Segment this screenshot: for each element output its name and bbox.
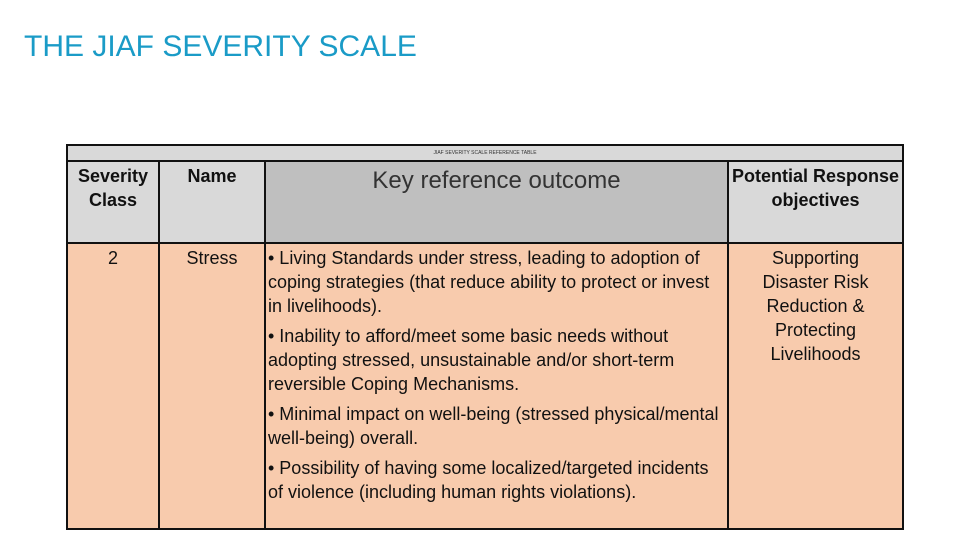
table-caption: JIAF SEVERITY SCALE REFERENCE TABLE [67,145,903,161]
header-response-objectives: Potential Response objectives [728,161,903,243]
outcome-item: • Inability to afford/meet some basic needs without adopting stressed, unsustainable and/or short-term reversible Coping Mechanisms. [268,326,675,394]
severity-table [66,144,904,530]
cell-severity-class: 2 [67,243,159,529]
cell-response: Supporting Disaster Risk Reduction & Protecting Livelihoods [728,243,903,529]
header-name: Name [159,161,265,243]
page-title: THE JIAF SEVERITY SCALE [24,30,417,63]
cell-outcomes [265,243,728,529]
table-row [67,243,903,529]
outcome-item: • Minimal impact on well-being (stressed physical/mental well-being) overall. [268,404,719,448]
header-key-reference-outcome: Key reference outcome [265,161,728,243]
outcome-item: • Possibility of having some localized/targeted incidents of violence (including human rights violations). [268,458,709,502]
outcome-item: • Living Standards under stress, leading to adoption of coping strategies (that reduce ability to protect or invest in livelihoods). [268,248,710,316]
header-severity-class: Severity Class [67,161,159,243]
cell-name: Stress [159,243,265,529]
